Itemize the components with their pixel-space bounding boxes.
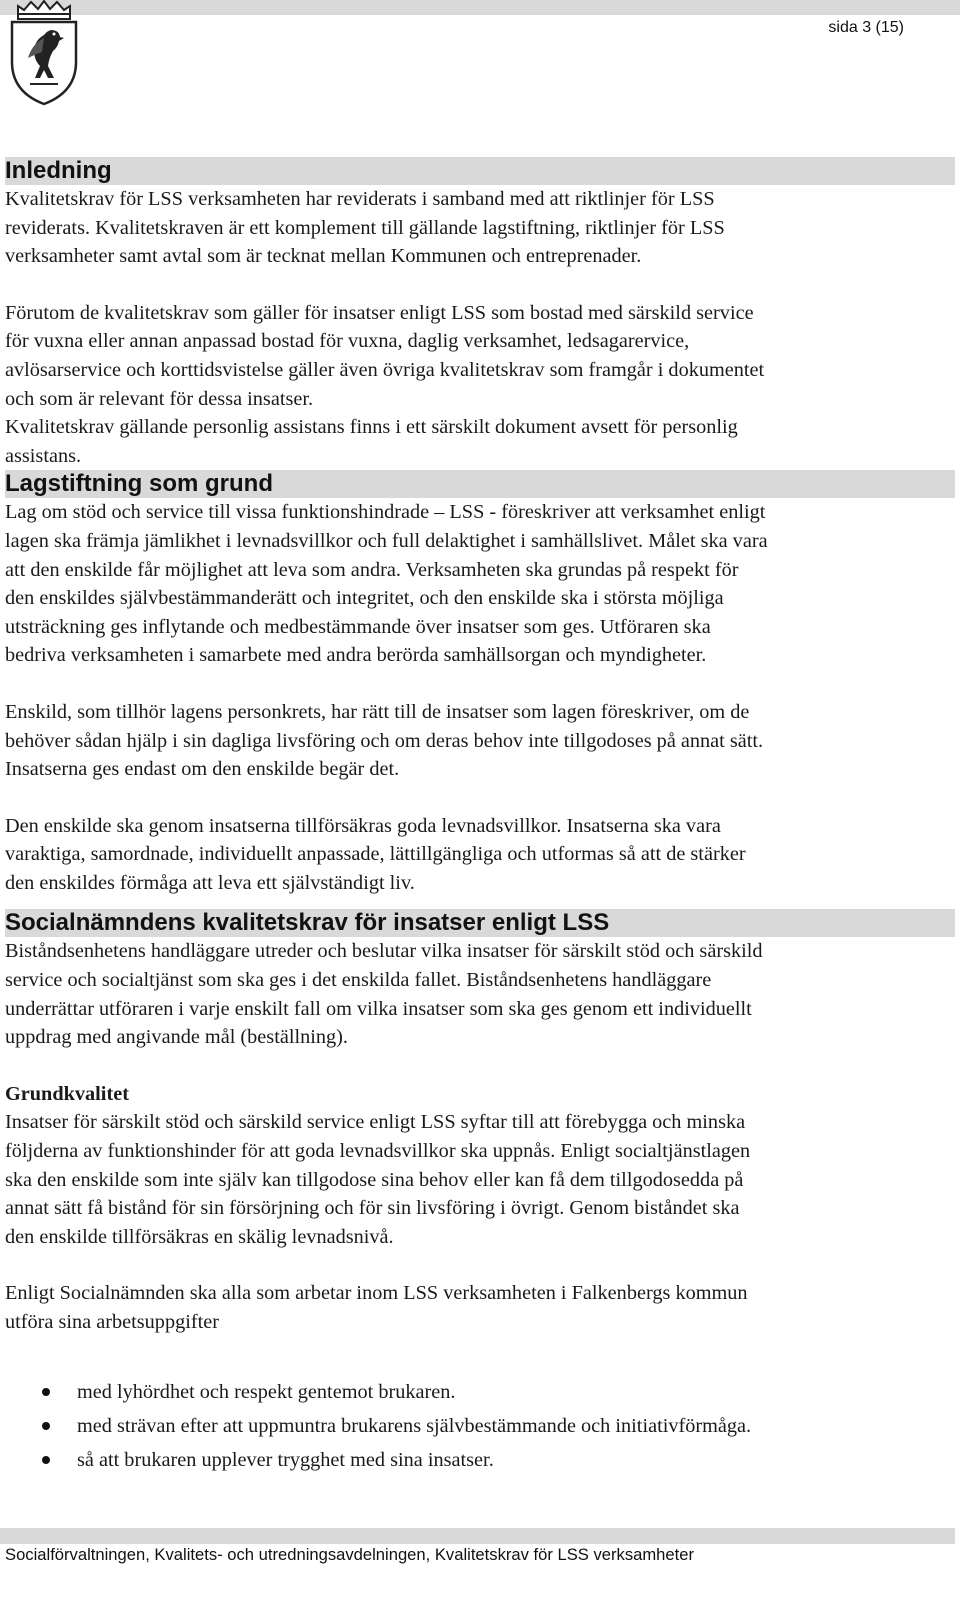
text-line: verksamheter samt avtal som är tecknat mellan Kommunen och entreprenader. [5, 245, 642, 268]
text-line: behöver sådan hjälp i sin dagliga livsföring och om deras behov inte tillgodoses på annat sätt. [5, 729, 764, 752]
text-line: Den enskilde ska genom insatserna tillförsäkras goda levnadsvillkor. Insatserna ska vara [5, 814, 721, 837]
heading-inledning: Inledning [5, 157, 955, 185]
paragraph [5, 498, 960, 670]
bullet-icon [42, 1388, 50, 1396]
text-line: den enskildes självbestämmanderätt och integritet, och den enskilde ska i största möjliga [5, 587, 724, 610]
paragraph [5, 185, 960, 271]
text-line: och som är relevant för dessa insatser. [5, 387, 314, 410]
text-line: assistans. [5, 444, 82, 467]
text-line: Biståndsenhetens handläggare utreder och beslutar vilka insatser för särskilt stöd och särskild [5, 940, 763, 963]
text-line: Kvalitetskrav gällande personlig assistans finns i ett särskilt dokument avsett för personlig [5, 416, 738, 439]
paragraph [5, 1279, 960, 1336]
heading-kvalitetskrav: Socialnämndens kvalitetskrav för insatser enligt LSS [5, 909, 955, 937]
text-line: lagen ska främja jämlikhet i levnadsvillkor och full delaktighet i samhällslivet. Målet ska vara [5, 529, 768, 552]
text-line: uppdrag med angivande mål (beställning). [5, 1026, 348, 1049]
bullet-icon [42, 1422, 50, 1430]
header-bar [0, 0, 960, 15]
page-number: sida 3 (15) [828, 19, 904, 36]
text-line: Lag om stöd och service till vissa funktionshindrade – LSS - föreskriver att verksamhet enligt [5, 501, 766, 524]
text-line: att den enskilde får möjlighet att leva som andra. Verksamheten ska grundas på respekt för [5, 558, 739, 581]
text-line: Kvalitetskrav för LSS verksamheten har reviderats i samband med att riktlinjer för LSS [5, 188, 715, 210]
bullet-list [5, 1375, 960, 1477]
paragraph [5, 413, 960, 470]
text-line: för vuxna eller annan anpassad bostad för vuxna, daglig verksamhet, ledsagarervice, [5, 330, 690, 353]
text-line: Insatserna ges endast om den enskilde begär det. [5, 758, 400, 781]
paragraph [5, 299, 960, 413]
text-line: Enligt Socialnämnden ska alla som arbetar inom LSS verksamheten i Falkenbergs kommun [5, 1282, 748, 1305]
list-item: med strävan efter att uppmuntra brukarens självbestämmande och initiativförmåga. [5, 1409, 960, 1443]
text-line: utsträckning ges inflytande och medbestämmande över insatser som ges. Utföraren ska [5, 615, 711, 638]
paragraph [5, 698, 960, 784]
text-line: underrättar utföraren i varje enskilt fall om vilka insatser som ska ges genom ett individuellt [5, 997, 752, 1020]
heading-lagstiftning: Lagstiftning som grund [5, 470, 955, 498]
municipal-crest-logo [4, 0, 84, 108]
list-item: så att brukaren upplever trygghet med sina insatser. [5, 1443, 960, 1477]
footer-bar [0, 1528, 955, 1544]
text-line: ska den enskilde som inte själv kan tillgodose sina behov eller kan få dem tillgodosedda på [5, 1168, 744, 1191]
list-item: med lyhördhet och respekt gentemot brukaren. [5, 1375, 960, 1409]
text-line: den enskildes förmåga att leva ett självständigt liv. [5, 871, 415, 894]
text-line: reviderats. Kvalitetskraven är ett komplement till gällande lagstiftning, riktlinjer för LSS [5, 216, 725, 239]
subheading-grundkvalitet: Grundkvalitet [5, 1082, 129, 1105]
paragraph [5, 812, 960, 898]
footer-text: Socialförvaltningen, Kvalitets- och utredningsavdelningen, Kvalitetskrav för LSS verksamheter [5, 1545, 694, 1564]
paragraph [5, 1108, 960, 1251]
text-line: följderna av funktionshinder för att goda levnadsvillkor ska uppnås. Enligt socialtjänstlagen [5, 1140, 751, 1163]
bullet-icon [42, 1456, 50, 1464]
text-line: avlösarservice och korttidsvistelse gäller även övriga kvalitetskrav som framgår i dokumentet [5, 358, 765, 381]
text-line: Enskild, som tillhör lagens personkrets, har rätt till de insatser som lagen föreskriver, om de [5, 700, 750, 723]
text-line: service och socialtjänst som ska ges i det enskilda fallet. Biståndsenhetens handläggare [5, 969, 712, 992]
document-body [5, 157, 960, 1477]
text-line: Förutom de kvalitetskrav som gäller för insatser enligt LSS som bostad med särskild service [5, 301, 754, 324]
text-line: utföra sina arbetsuppgifter [5, 1311, 220, 1333]
paragraph [5, 937, 960, 1051]
text-line: annat sätt få bistånd för sin försörjning och för sin livsföring i övrigt. Genom biståndet ska [5, 1197, 740, 1220]
text-line: bedriva verksamheten i samarbete med andra berörda samhällsorgan och myndigheter. [5, 644, 707, 667]
text-line: varaktiga, samordnade, individuellt anpassade, lättillgängliga och utformas så att de stärker [5, 843, 746, 866]
text-line: Insatser för särskilt stöd och särskild service enligt LSS syftar till att förebygga och minska [5, 1111, 746, 1134]
text-line: den enskilde tillförsäkras en skälig levnadsnivå. [5, 1225, 394, 1248]
